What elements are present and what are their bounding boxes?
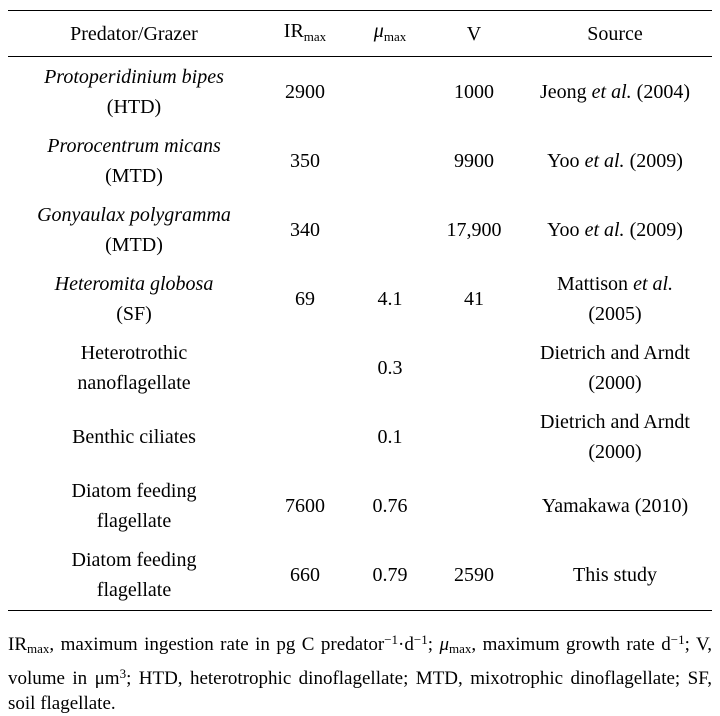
predator-line2: flagellate xyxy=(96,579,172,601)
table-footnote xyxy=(8,627,712,716)
fn-d: ·d xyxy=(398,634,414,655)
cell-ir: 340 xyxy=(290,218,320,241)
table-row xyxy=(8,402,712,471)
fn-sup2: −1 xyxy=(413,632,428,647)
fn-sep: ; xyxy=(427,634,440,655)
type-label: (SF) xyxy=(116,302,152,325)
cell-v xyxy=(430,402,518,471)
predator-line1: Diatom feeding xyxy=(71,549,197,571)
source-author: Yoo xyxy=(547,218,585,241)
cell-source xyxy=(518,402,712,471)
cell-v: 17,900 xyxy=(446,218,502,241)
cell-source xyxy=(518,333,712,402)
cell-predator xyxy=(8,264,260,333)
header-source: Source xyxy=(518,11,712,57)
cell-ir: 2900 xyxy=(285,80,325,103)
source-etal: et al. xyxy=(584,218,625,241)
source-year: (2005) xyxy=(588,302,642,325)
fn-sup3: −1 xyxy=(670,632,685,647)
predator-line1: Benthic ciliates xyxy=(72,425,196,448)
cell-source xyxy=(518,471,712,540)
cell-mu: 0.76 xyxy=(372,494,408,517)
cell-source xyxy=(518,195,712,264)
table-row xyxy=(8,57,712,127)
cell-mu xyxy=(350,195,430,264)
header-mu-sub: max xyxy=(383,28,407,44)
cell-predator xyxy=(8,195,260,264)
table-row xyxy=(8,471,712,540)
table-row xyxy=(8,264,712,333)
header-mu-main: μ xyxy=(373,19,384,42)
fn-mu: μ xyxy=(439,634,449,655)
cell-source xyxy=(518,126,712,195)
predator-line1: Diatom feeding xyxy=(71,479,197,502)
header-predator: Predator/Grazer xyxy=(8,11,260,57)
header-ir-sub: max xyxy=(303,28,327,44)
source-etal: et al. xyxy=(633,272,674,295)
table-row xyxy=(8,333,712,402)
source-line1: This study xyxy=(573,564,657,586)
type-label: (MTD) xyxy=(105,164,163,187)
cell-v: 1000 xyxy=(454,80,494,103)
cell-mu: 4.1 xyxy=(377,287,403,310)
cell-source xyxy=(518,264,712,333)
cell-predator xyxy=(8,471,260,540)
header-row xyxy=(8,11,712,57)
data-table xyxy=(8,10,712,611)
source-year: (2009) xyxy=(624,149,683,172)
fn-abbrev: ; HTD, heterotrophic dinoflagellate; MTD, mixotrophic dinoflagellate; SF, soil flagellate. xyxy=(8,668,712,714)
cell-predator xyxy=(8,126,260,195)
fn-ir-sub: max xyxy=(27,641,50,656)
species-name: Gonyaulax polygramma xyxy=(37,203,231,226)
cell-v xyxy=(430,471,518,540)
header-v: V xyxy=(430,11,518,57)
cell-v: 2590 xyxy=(430,540,518,611)
cell-v: 9900 xyxy=(454,149,494,172)
cell-ir: 69 xyxy=(295,287,315,310)
cell-ir: 350 xyxy=(290,149,320,172)
type-label: (MTD) xyxy=(105,233,163,256)
source-line1: Dietrich and Arndt xyxy=(540,410,690,433)
source-line1: Dietrich and Arndt xyxy=(540,341,690,364)
cell-mu xyxy=(350,126,430,195)
source-line1: Yamakawa (2010) xyxy=(541,494,689,517)
cell-predator xyxy=(8,540,260,611)
fn-mu-sub: max xyxy=(448,641,472,656)
cell-source xyxy=(518,540,712,611)
cell-ir xyxy=(260,333,350,402)
header-mu xyxy=(350,11,430,57)
cell-mu: 0.1 xyxy=(377,425,403,448)
predator-line1: Heterotrothic xyxy=(80,341,188,364)
cell-predator xyxy=(8,402,260,471)
species-name: Prorocentrum micans xyxy=(47,134,221,157)
source-year: (2004) xyxy=(631,80,690,103)
cell-ir: 7600 xyxy=(285,494,325,517)
table-row xyxy=(8,195,712,264)
cell-ir: 660 xyxy=(260,540,350,611)
cell-v xyxy=(430,333,518,402)
cell-ir xyxy=(260,402,350,471)
predator-line2: flagellate xyxy=(96,509,172,532)
cell-mu: 0.79 xyxy=(350,540,430,611)
table-row xyxy=(8,540,712,611)
table-row xyxy=(8,126,712,195)
species-name: Heteromita globosa xyxy=(54,272,214,295)
fn-ir: IR xyxy=(8,634,27,655)
predator-line2: nanoflagellate xyxy=(77,371,191,394)
source-author: Jeong xyxy=(540,80,592,103)
cell-v: 41 xyxy=(464,287,484,310)
source-author: Mattison xyxy=(556,272,634,295)
fn-v-desc: ; V, volume in μm xyxy=(8,634,712,689)
cell-predator xyxy=(8,333,260,402)
source-etal: et al. xyxy=(591,80,632,103)
header-ir-main: IR xyxy=(283,19,304,42)
cell-source xyxy=(518,57,712,127)
type-label: (HTD) xyxy=(106,95,162,118)
source-line2: (2000) xyxy=(588,371,642,394)
fn-ir-desc: , maximum ingestion rate in pg C predator xyxy=(49,634,385,655)
species-name: Protoperidinium bipes xyxy=(44,65,224,88)
source-year: (2009) xyxy=(624,218,683,241)
cell-mu: 0.3 xyxy=(377,356,403,379)
source-author: Yoo xyxy=(547,149,585,172)
cell-predator xyxy=(8,57,260,127)
header-ir xyxy=(260,11,350,57)
source-etal: et al. xyxy=(584,149,625,172)
fn-mu-desc: , maximum growth rate d xyxy=(471,634,671,655)
fn-sup4: 3 xyxy=(119,666,127,681)
source-line2: (2000) xyxy=(588,440,642,463)
fn-sup1: −1 xyxy=(384,632,399,647)
cell-mu xyxy=(350,57,430,127)
